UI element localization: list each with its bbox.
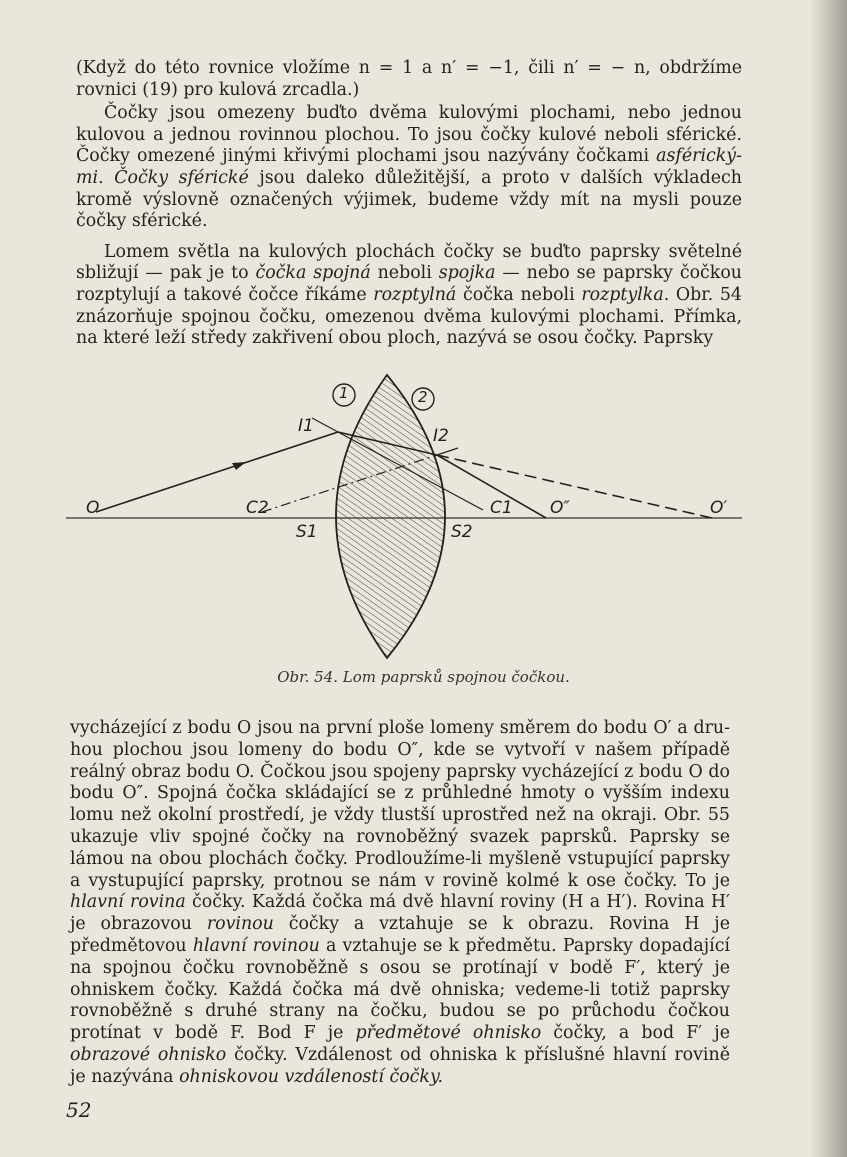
p1-em-aspherical: asférickými <box>76 146 742 188</box>
p3-text-e: čočky, a bod F′ je <box>541 1023 730 1044</box>
label-surface-2: 2 <box>418 388 428 406</box>
p2-em-rozptylka: rozptylka <box>581 284 664 305</box>
p3-em-principal-plane: hlavní rovina <box>70 892 186 913</box>
paragraph-refraction <box>76 242 742 350</box>
p2-text-a: Lomem světla na kulových plochách čočky se buďto paprsky světelné sbližují — pak je to <box>76 241 742 284</box>
p3-em-object-principal-plane: hlavní rovinou <box>192 935 320 956</box>
ray-arrow <box>232 462 246 470</box>
p2-text-d: čočka neboli <box>456 284 582 305</box>
p3-em-image-focus: obrazové ohnisko <box>70 1044 227 1065</box>
label-S1: S1 <box>296 522 318 542</box>
p3-text-a: vycházející z bodu O jsou na první ploše lomeny směrem do bodu O′ a druhou plochou jsou lomeny do bodu O″, kde se vytvoří v našem případě reálný obraz bodu O. Čočkou jsou spojeny paprsky vycházející z bodu O do bodu O″. Spojná čočka skládající se z průhledné hmoty o vyšším indexu lomu než okolní prostředí, je vždy tlustší uprostřed než na okraji. Obr. 55 ukazuje vliv spojné čočky na rovnoběžný svazek paprsků. Paprsky se lámou na obou plochách čočky. Prodloužíme-li myšleně vstupující paprsky a vystupující paprsky, protnou se nám v rovině kolmé k ose čočky. To je <box>70 718 730 891</box>
normal-line-2-ext <box>437 448 458 455</box>
p3-text-c: čočky a vztahuje se k obrazu. Rovina H je předmětovou <box>70 914 730 956</box>
p1-em-spherical: Čočky sférické <box>114 167 249 188</box>
p2-em-converging: čočka spojná <box>255 263 371 284</box>
ray-to-O-prime-dashed <box>437 455 712 518</box>
label-C1: C1 <box>490 498 513 518</box>
p3-text-f: čočky. Vzdálenost od ohniska k příslušné hlavní rovině je nazývána <box>70 1044 730 1087</box>
lens-diagram <box>60 364 760 704</box>
surface-2-marker <box>412 388 434 410</box>
p2-em-diverging: rozptylná <box>373 284 457 305</box>
p2-text-e: . Obr. 54 znázorňuje spojnou čočku, omezenou dvěma kulovými plochami. Přímka, na které leží středy zakřivení obou ploch, nazývá se osou čočky. Paprsky <box>76 284 742 349</box>
p2-em-spojka: spojka <box>438 263 496 284</box>
figure-caption: Obr. 54. Lom paprsků spojnou čočkou. <box>277 668 570 686</box>
label-I2: I2 <box>433 426 449 446</box>
label-O-double-prime: O″ <box>550 498 570 518</box>
lens-body <box>336 375 445 658</box>
label-S2: S2 <box>451 522 473 542</box>
label-surface-1: 1 <box>339 384 349 402</box>
surface-1-marker <box>333 384 355 406</box>
p2-text-c: — nebo se paprsky čočkou rozptylují a takové čočce říkáme <box>76 263 743 305</box>
p3-em-object-focus: předmětové ohnisko <box>355 1023 542 1044</box>
p3-text-b: čočky. Každá čočka má dvě hlavní roviny (H a H′). Rovina H′ je obrazovou <box>70 892 730 935</box>
p1-text-b: . <box>98 167 115 188</box>
ray-outgoing <box>437 455 546 518</box>
p3-em-plane: rovinou <box>206 914 274 935</box>
p1-text-a: Čočky jsou omezeny buďto dvěma kulovými plochami, nebo jednou kulovou a jednou rovinnou plochou. To jsou čočky kulové neboli sférické. Čočky omezené jinými křivými plochami jsou nazývány čočkami <box>76 103 742 167</box>
p2-text-b: neboli <box>370 263 439 284</box>
intro-paragraph: (Když do této rovnice vložíme n = 1 a n′ = −1, čili n′ = − n, obdržíme rovnici (19) pro kulová zrcadla.) <box>76 58 742 100</box>
label-C2: C2 <box>246 498 269 518</box>
ray-incoming <box>96 432 338 512</box>
bottom-text <box>70 718 730 1089</box>
label-O-prime: O′ <box>710 498 728 518</box>
page-number: 52 <box>66 1098 92 1122</box>
p1-text-c: jsou daleko důležitější, a proto v dalších výkladech kromě výslovně označených výjimek, budeme vždy mít na mysli pouze čočky sférické. <box>76 167 742 232</box>
p3-text-d: a vztahuje se k předmětu. Paprsky dopadající na spojnou čočku rovnoběžně s osou se protínají v bodě F′, který je ohniskem čočky. Každá čočka má dvě ohniska; vedeme-li totiž paprsky rovnoběžně s druhé strany na čočku, budou se po průchodu čočkou protínat v bodě F. Bod F je <box>70 935 730 1044</box>
label-I1: I1 <box>298 416 314 436</box>
page-edge-shadow <box>809 0 847 1157</box>
p3-em-focal-length: ohniskovou vzdáleností čočky. <box>179 1066 443 1087</box>
paragraph-spherical-lenses <box>76 103 742 233</box>
top-text <box>76 58 742 350</box>
paragraph-converging-lens <box>70 718 730 1089</box>
label-O: O <box>86 498 100 518</box>
